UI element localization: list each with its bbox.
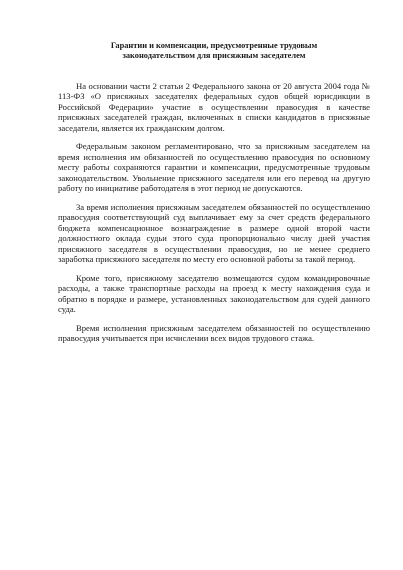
paragraph-workplace-guarantees: Федеральным законом регламентировано, что за присяжным заседателем на время исполнения им обязанностей по осуществлению правосудия по основному месту работы сохраняются гарантии и компенсации, предусмотренные трудовым законодательством. Увольнение присяжного заседателя или его перевод на другую работу по инициативе работодателя в этот период не допускаются. [58, 141, 370, 194]
paragraph-seniority: Время исполнения присяжным заседателем обязанностей по осуществлению правосудия учитывается при исчислении всех видов трудового стажа. [58, 322, 370, 344]
paragraph-compensation: За время исполнения присяжным заседателем обязанностей по осуществлению правосудия соответствующий суд выплачивает ему за счет средств федерального бюджета компенсационное вознаграждение в размере одной второй части должностного оклада судьи этого суда пропорционально числу дней участия присяжного заседателя в осуществлении правосудия, но не менее среднего заработка присяжного заседателя по месту его основной работы за такой период. [58, 201, 370, 265]
title-line-1: Гарантии и компенсации, предусмотренные трудовым [110, 41, 318, 50]
document-title [58, 41, 370, 62]
title-line-2: законодательством для присяжным заседателем [122, 51, 306, 61]
document-content [58, 41, 370, 352]
paragraph-travel-expenses: Кроме того, присяжному заседателю возмещаются судом командировочные расходы, а также транспортные расходы на проезд к месту нахождения суда и обратно в порядке и размере, установленных законодательством для судей данного суда. [58, 272, 370, 315]
paragraph-legal-basis: На основании части 2 статьи 2 Федерального закона от 20 августа 2004 года № 113-ФЗ «О присяжных заседателях федеральных судов общей юрисдикции в Российской Федерации» участие в осуществлении правосудия в качестве присяжных заседателей граждан, включенных в списки кандидатов в присяжные заседатели, является их гражданским долгом. [58, 80, 370, 133]
